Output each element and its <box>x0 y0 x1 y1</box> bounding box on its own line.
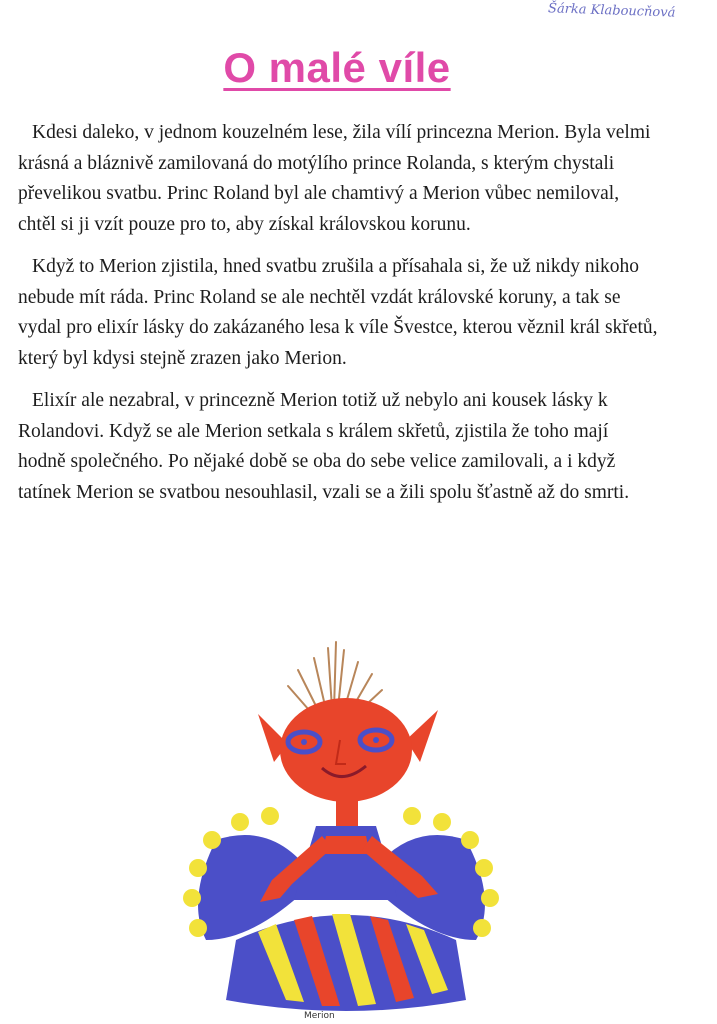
story-body <box>18 118 658 520</box>
neck <box>336 798 358 828</box>
paragraph-1: Kdesi daleko, v jednom kouzelném lese, žila vílí princezna Merion. Byla velmi krásná a bláznivě zamilovaná do motýlího prince Rolanda, s kterým chystali převelikou svatbu. Princ Roland byl ale chamtivý a Merion vůbec nemiloval, chtěl si ji vzít pouze pro to, aby získal královskou korunu. <box>18 122 651 235</box>
striped-skirt <box>226 914 466 1011</box>
drawing-caption: Merion <box>304 1011 335 1021</box>
author-signature: Šárka Klaboucňová <box>547 1 676 21</box>
paragraph-3: Elixír ale nezabral, v princezně Merion totiž už nebylo ani kousek lásky k Rolandovi. Když se ale Merion setkala s králem skřetů, zjistila že toho mají hodně společného. Po nějaké době se oba do sebe velice zamilovali, a i když tatínek Merion se svatbou nesouhlasil, vzali se a žili spolu šťastně až do smrti. <box>18 390 630 503</box>
paragraph-2: Když to Merion zjistila, hned svatbu zrušila a přísahala si, že už nikdy nikoho nebude mít ráda. Princ Roland se ale nechtěl vzdát královské koruny, a tak se vydal pro elixír lásky do zakázaného lesa k víle Švestce, kterou věznil král skřetů, který byl kdysi stejně zrazen jako Merion. <box>18 256 658 369</box>
crayon-drawing <box>176 640 506 1024</box>
title-text: O malé víle <box>223 44 451 91</box>
page-title <box>0 44 674 92</box>
